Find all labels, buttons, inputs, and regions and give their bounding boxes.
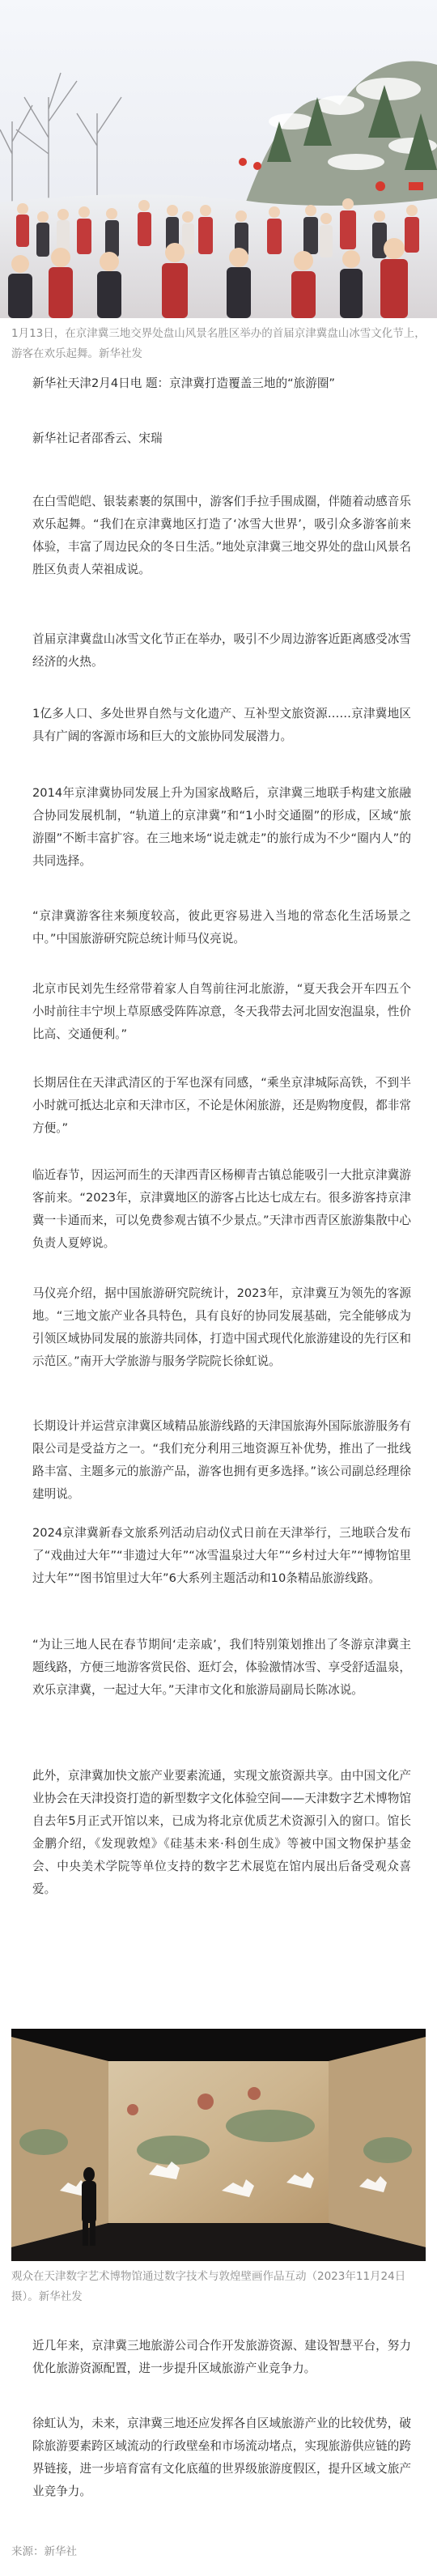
byline: 新华社记者邵香云、宋瑞 <box>32 431 163 445</box>
article-paragraph: 近几年来，京津冀三地旅游公司合作开发旅游资源、建设智慧平台，努力优化旅游资源配置，进一步提升区域旅游产业竞争力。 <box>32 2339 411 2375</box>
article-paragraph: 马仪亮介绍，据中国旅游研究院统计，2023年，京津冀互为领先的客源地。“三地文旅产业各具特色，具有良好的协同发展基础，完全能够成为引领区域协同发展的旅游共同体，打造中国式现代化旅游建设的先行区和示范区。”南开大学旅游与服务学院院长徐虹说。 <box>32 1286 411 1368</box>
article-paragraph: 首届京津冀盘山冰雪文化节正在举办，吸引不少周边游客近距离感受冰雪经济的火热。 <box>32 632 411 669</box>
digital-art-photo <box>11 2029 426 2261</box>
article-paragraph: 徐虹认为，未来，京津冀三地还应发挥各自区域旅游产业的比较优势，破除旅游要素跨区域流动的行政壁垒和市场流动堵点，实现旅游供应链的跨界链接，进一步培育富有文化底蕴的世界级旅游度假区，提升区域文旅产业竞争力。 <box>32 2417 411 2498</box>
article-paragraph: 北京市民刘先生经常带着家人自驾前往河北旅游，“夏天我会开车四五个小时前往丰宁坝上草原感受阵阵凉意，冬天我带去河北固安泡温泉，性价比高、交通便利。” <box>32 982 411 1041</box>
article-paragraph: 在白雪皑皑、银装素裹的氛围中，游客们手拉手围成圈，伴随着动感音乐欢乐起舞。“我们在京津冀地区打造了‘冰雪大世界’，吸引众多游客前来体验，丰富了周边民众的冬日生活。”地处京津冀三地交界处的盘山风景名胜区负责人荣祖成说。 <box>32 495 411 576</box>
artwork-caption: 观众在天津数字艺术博物馆通过数字技术与敦煌壁画作品互动（2023年11月24日摄）。新华社发 <box>11 2270 406 2303</box>
article-paragraph: “为让三地人民在春节期间‘走亲戚’，我们特别策划推出了冬游京津冀主题线路，方便三地游客赏民俗、逛灯会，体验激情冰雪、享受舒适温泉，欢乐京津冀，一起过大年。”天津市文化和旅游局副局长陈冰说。 <box>32 1638 411 1697</box>
article-paragraph: 临近春节，因运河而生的天津西青区杨柳青古镇总能吸引一大批京津冀游客前来。“2023年，京津冀地区的游客占比达七成左右。很多游客持京津冀一卡通而来，可以免费参观古镇不少景点。”天津市西青区旅游集散中心负责人夏婷说。 <box>32 1168 411 1250</box>
article-paragraph: “京津冀游客往来频度较高，彼此更容易进入当地的常态化生活场景之中。”中国旅游研究院总统计师马仪亮说。 <box>32 909 411 946</box>
hero-caption: 1月13日，在京津冀三地交界处盘山风景名胜区举办的首届京津冀盘山冰雪文化节上，游客在欢乐起舞。新华社发 <box>11 327 426 360</box>
article-paragraph: 1亿多人口、多处世界自然与文化遗产、互补型文旅资源……京津冀地区具有广阔的客源市场和巨大的文旅协同发展潜力。 <box>32 707 411 743</box>
source-credit: 来源：新华社 <box>11 2545 77 2558</box>
article-paragraph: 长期居住在天津武清区的于军也深有同感，“乘坐京津城际高铁，不到半小时就可抵达北京和天津市区，不论是休闲旅游，还是购物度假，都非常方便。” <box>32 1076 411 1135</box>
article-paragraph: 此外，京津冀加快文旅产业要素流通，实现文旅资源共享。由中国文化产业协会在天津投资打造的新型数字文化体验空间——天津数字艺术博物馆自去年5月正式开馆以来，已成为将北京优质艺术资源引入的窗口。馆长金鹏介绍，《发现敦煌》《硅基未来·科创生成》等被中国文物保护基金会、中央美术学院等单位支持的数字艺术展览在馆内展出后备受观众喜爱。 <box>32 1769 411 1896</box>
article-paragraph: 2014年京津冀协同发展上升为国家战略后，京津冀三地联手构建文旅融合协同发展机制，“轨道上的京津冀”和“1小时交通圈”的形成，区域“旅游圈”不断丰富扩容。在三地来场“说走就走”的旅行成为不少“圈内人”的共同选择。 <box>32 786 411 868</box>
dateline: 新华社天津2月4日电 题：京津冀打造覆盖三地的“旅游圈” <box>32 376 335 390</box>
article-paragraph: 长期设计并运营京津冀区域精品旅游线路的天津国旅海外国际旅游服务有限公司是受益方之一。“我们充分利用三地资源互补优势，推出了一批线路丰富、主题多元的旅游产品，游客也拥有更多选择。”该公司副总经理徐建明说。 <box>32 1419 411 1501</box>
hero-photo <box>0 0 437 318</box>
article-paragraph: 2024京津冀新春文旅系列活动启动仪式日前在天津举行，三地联合发布了“戏曲过大年”“非遗过大年”“冰雪温泉过大年”“乡村过大年”“博物馆里过大年”“图书馆里过大年”6大系列主题活动和10条精品旅游线路。 <box>32 1526 411 1585</box>
